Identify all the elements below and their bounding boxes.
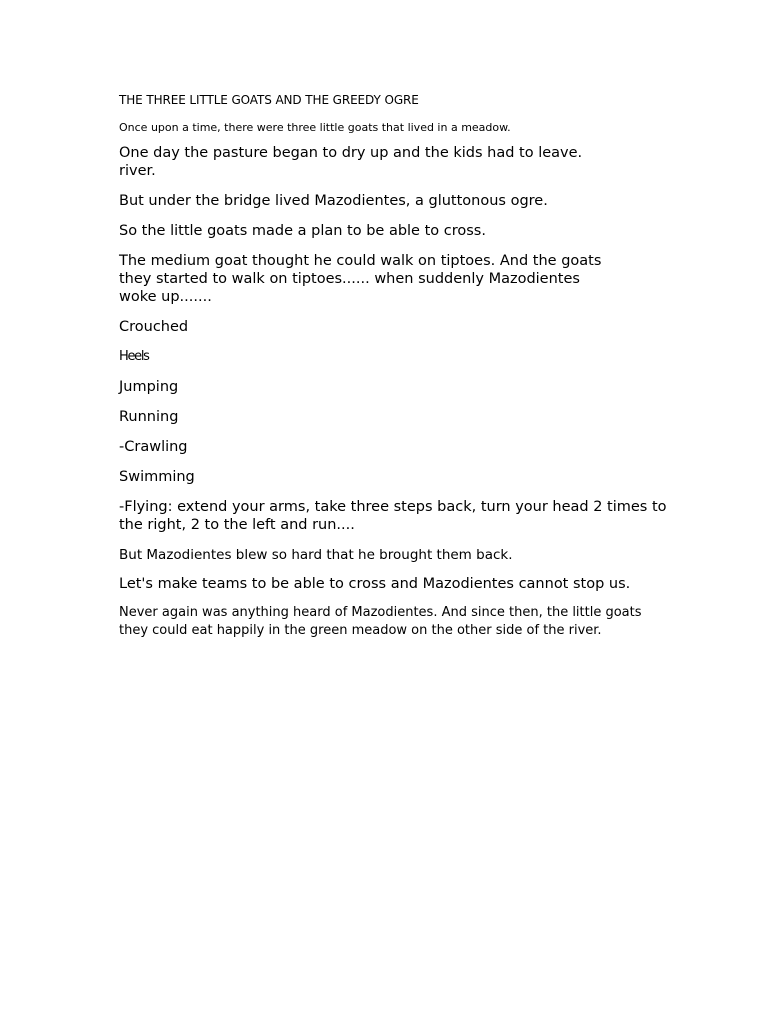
paragraph-tiptoes <box>119 252 659 306</box>
paragraph-line: river. <box>119 163 156 179</box>
move-running: Running <box>119 409 179 425</box>
paragraph-bridge: But under the bridge lived Mazodientes, a gluttonous ogre. <box>119 193 548 209</box>
move-heels: Heels <box>119 349 149 364</box>
closing-paragraph <box>119 604 659 640</box>
paragraph-line: Never again was anything heard of Mazodientes. And since then, the little goats <box>119 605 642 620</box>
paragraph-line: One day the pasture began to dry up and the kids had to leave. <box>119 145 583 161</box>
paragraph-plan: So the little goats made a plan to be able to cross. <box>119 223 486 239</box>
story-title: THE THREE LITTLE GOATS AND THE GREEDY OGRE <box>119 93 419 107</box>
paragraph-line: woke up....... <box>119 289 212 305</box>
move-swimming: Swimming <box>119 469 195 485</box>
document-page <box>119 92 667 640</box>
paragraph-pasture <box>119 144 659 180</box>
intro-paragraph: Once upon a time, there were three little goats that lived in a meadow. <box>119 121 511 134</box>
paragraph-line: -Flying: extend your arms, take three steps back, turn your head 2 times to <box>119 499 667 515</box>
paragraph-line: they could eat happily in the green meadow on the other side of the river. <box>119 623 602 638</box>
paragraph-line: The medium goat thought he could walk on tiptoes. And the goats <box>119 253 602 269</box>
move-crouched: Crouched <box>119 319 189 335</box>
paragraph-line: the right, 2 to the left and run.... <box>119 517 355 533</box>
paragraph-teams: Let's make teams to be able to cross and Mazodientes cannot stop us. <box>119 576 631 592</box>
paragraph-line: they started to walk on tiptoes...... when suddenly Mazodientes <box>119 271 580 287</box>
move-flying <box>119 498 667 534</box>
move-crawling: -Crawling <box>119 439 188 455</box>
paragraph-blew: But Mazodientes blew so hard that he brought them back. <box>119 547 513 563</box>
move-jumping: Jumping <box>119 379 179 395</box>
